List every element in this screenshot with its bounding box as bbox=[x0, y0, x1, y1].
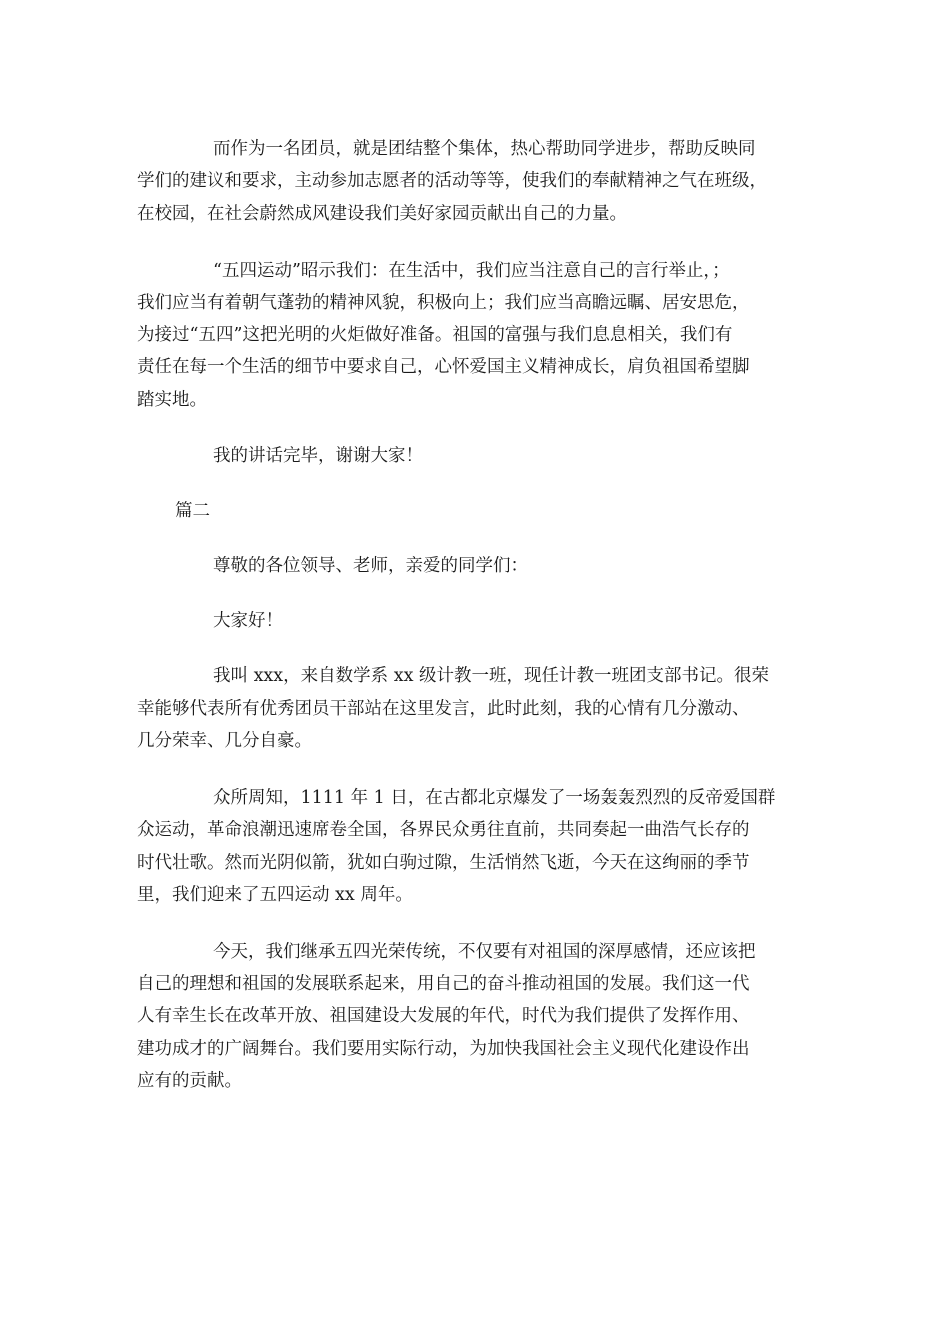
paragraph-line: 众所周知，1111 年 1 日，在古都北京爆发了一场轰轰烈烈的反帝爱国群 bbox=[213, 788, 776, 808]
paragraph-line: 应有的贡献。 bbox=[137, 1071, 242, 1091]
paragraph-line: 幸能够代表所有优秀团员干部站在这里发言，此时此刻，我的心情有几分激动、 bbox=[137, 699, 750, 719]
paragraph-line: 大家好！ bbox=[213, 611, 283, 631]
paragraph-line: 时代壮歌。然而光阴似箭，犹如白驹过隙，生活悄然飞逝，今天在这绚丽的季节 bbox=[137, 853, 750, 873]
paragraph-line: 责任在每一个生活的细节中要求自己，心怀爱国主义精神成长，肩负祖国希望脚 bbox=[137, 357, 750, 377]
paragraph-line: 而作为一名团员，就是团结整个集体，热心帮助同学进步，帮助反映同 bbox=[213, 139, 756, 159]
paragraph-line: 人有幸生长在改革开放、祖国建设大发展的年代，时代为我们提供了发挥作用、 bbox=[137, 1006, 750, 1026]
paragraph-line: 几分荣幸、几分自豪。 bbox=[137, 731, 312, 751]
paragraph-line: 我们应当有着朝气蓬勃的精神风貌，积极向上；我们应当高瞻远瞩、居安思危， bbox=[137, 293, 750, 313]
paragraph-line: 为接过“五四”这把光明的火炬做好准备。祖国的富强与我们息息相关，我们有 bbox=[137, 325, 733, 345]
paragraph-line: “五四运动”昭示我们：在生活中，我们应当注意自己的言行举止，； bbox=[213, 261, 730, 281]
paragraph-line: 学们的建议和要求，主动参加志愿者的活动等等，使我们的奉献精神之气在班级， bbox=[137, 171, 767, 191]
paragraph-line: 自己的理想和祖国的发展联系起来，用自己的奋斗推动祖国的发展。我们这一代 bbox=[137, 974, 750, 994]
paragraph-line: 我的讲话完毕，谢谢大家！ bbox=[213, 446, 423, 466]
paragraph-line: 建功成才的广阔舞台。我们要用实际行动，为加快我国社会主义现代化建设作出 bbox=[137, 1039, 750, 1059]
paragraph-line: 在校园，在社会蔚然成风建设我们美好家园贡献出自己的力量。 bbox=[137, 204, 627, 224]
paragraph-line: 尊敬的各位领导、老师，亲爱的同学们： bbox=[213, 556, 528, 576]
paragraph-line: 里，我们迎来了五四运动 xx 周年。 bbox=[137, 885, 413, 905]
paragraph-line: 众运动，革命浪潮迅速席卷全国，各界民众勇往直前，共同奏起一曲浩气长存的 bbox=[137, 820, 750, 840]
paragraph-line: 今天，我们继承五四光荣传统，不仅要有对祖国的深厚感情，还应该把 bbox=[213, 942, 756, 962]
section-heading: 篇二 bbox=[175, 501, 210, 521]
paragraph-line: 我叫 xxx，来自数学系 xx 级计教一班，现任计教一班团支部书记。很荣 bbox=[213, 666, 770, 686]
paragraph-line: 踏实地。 bbox=[137, 390, 207, 410]
